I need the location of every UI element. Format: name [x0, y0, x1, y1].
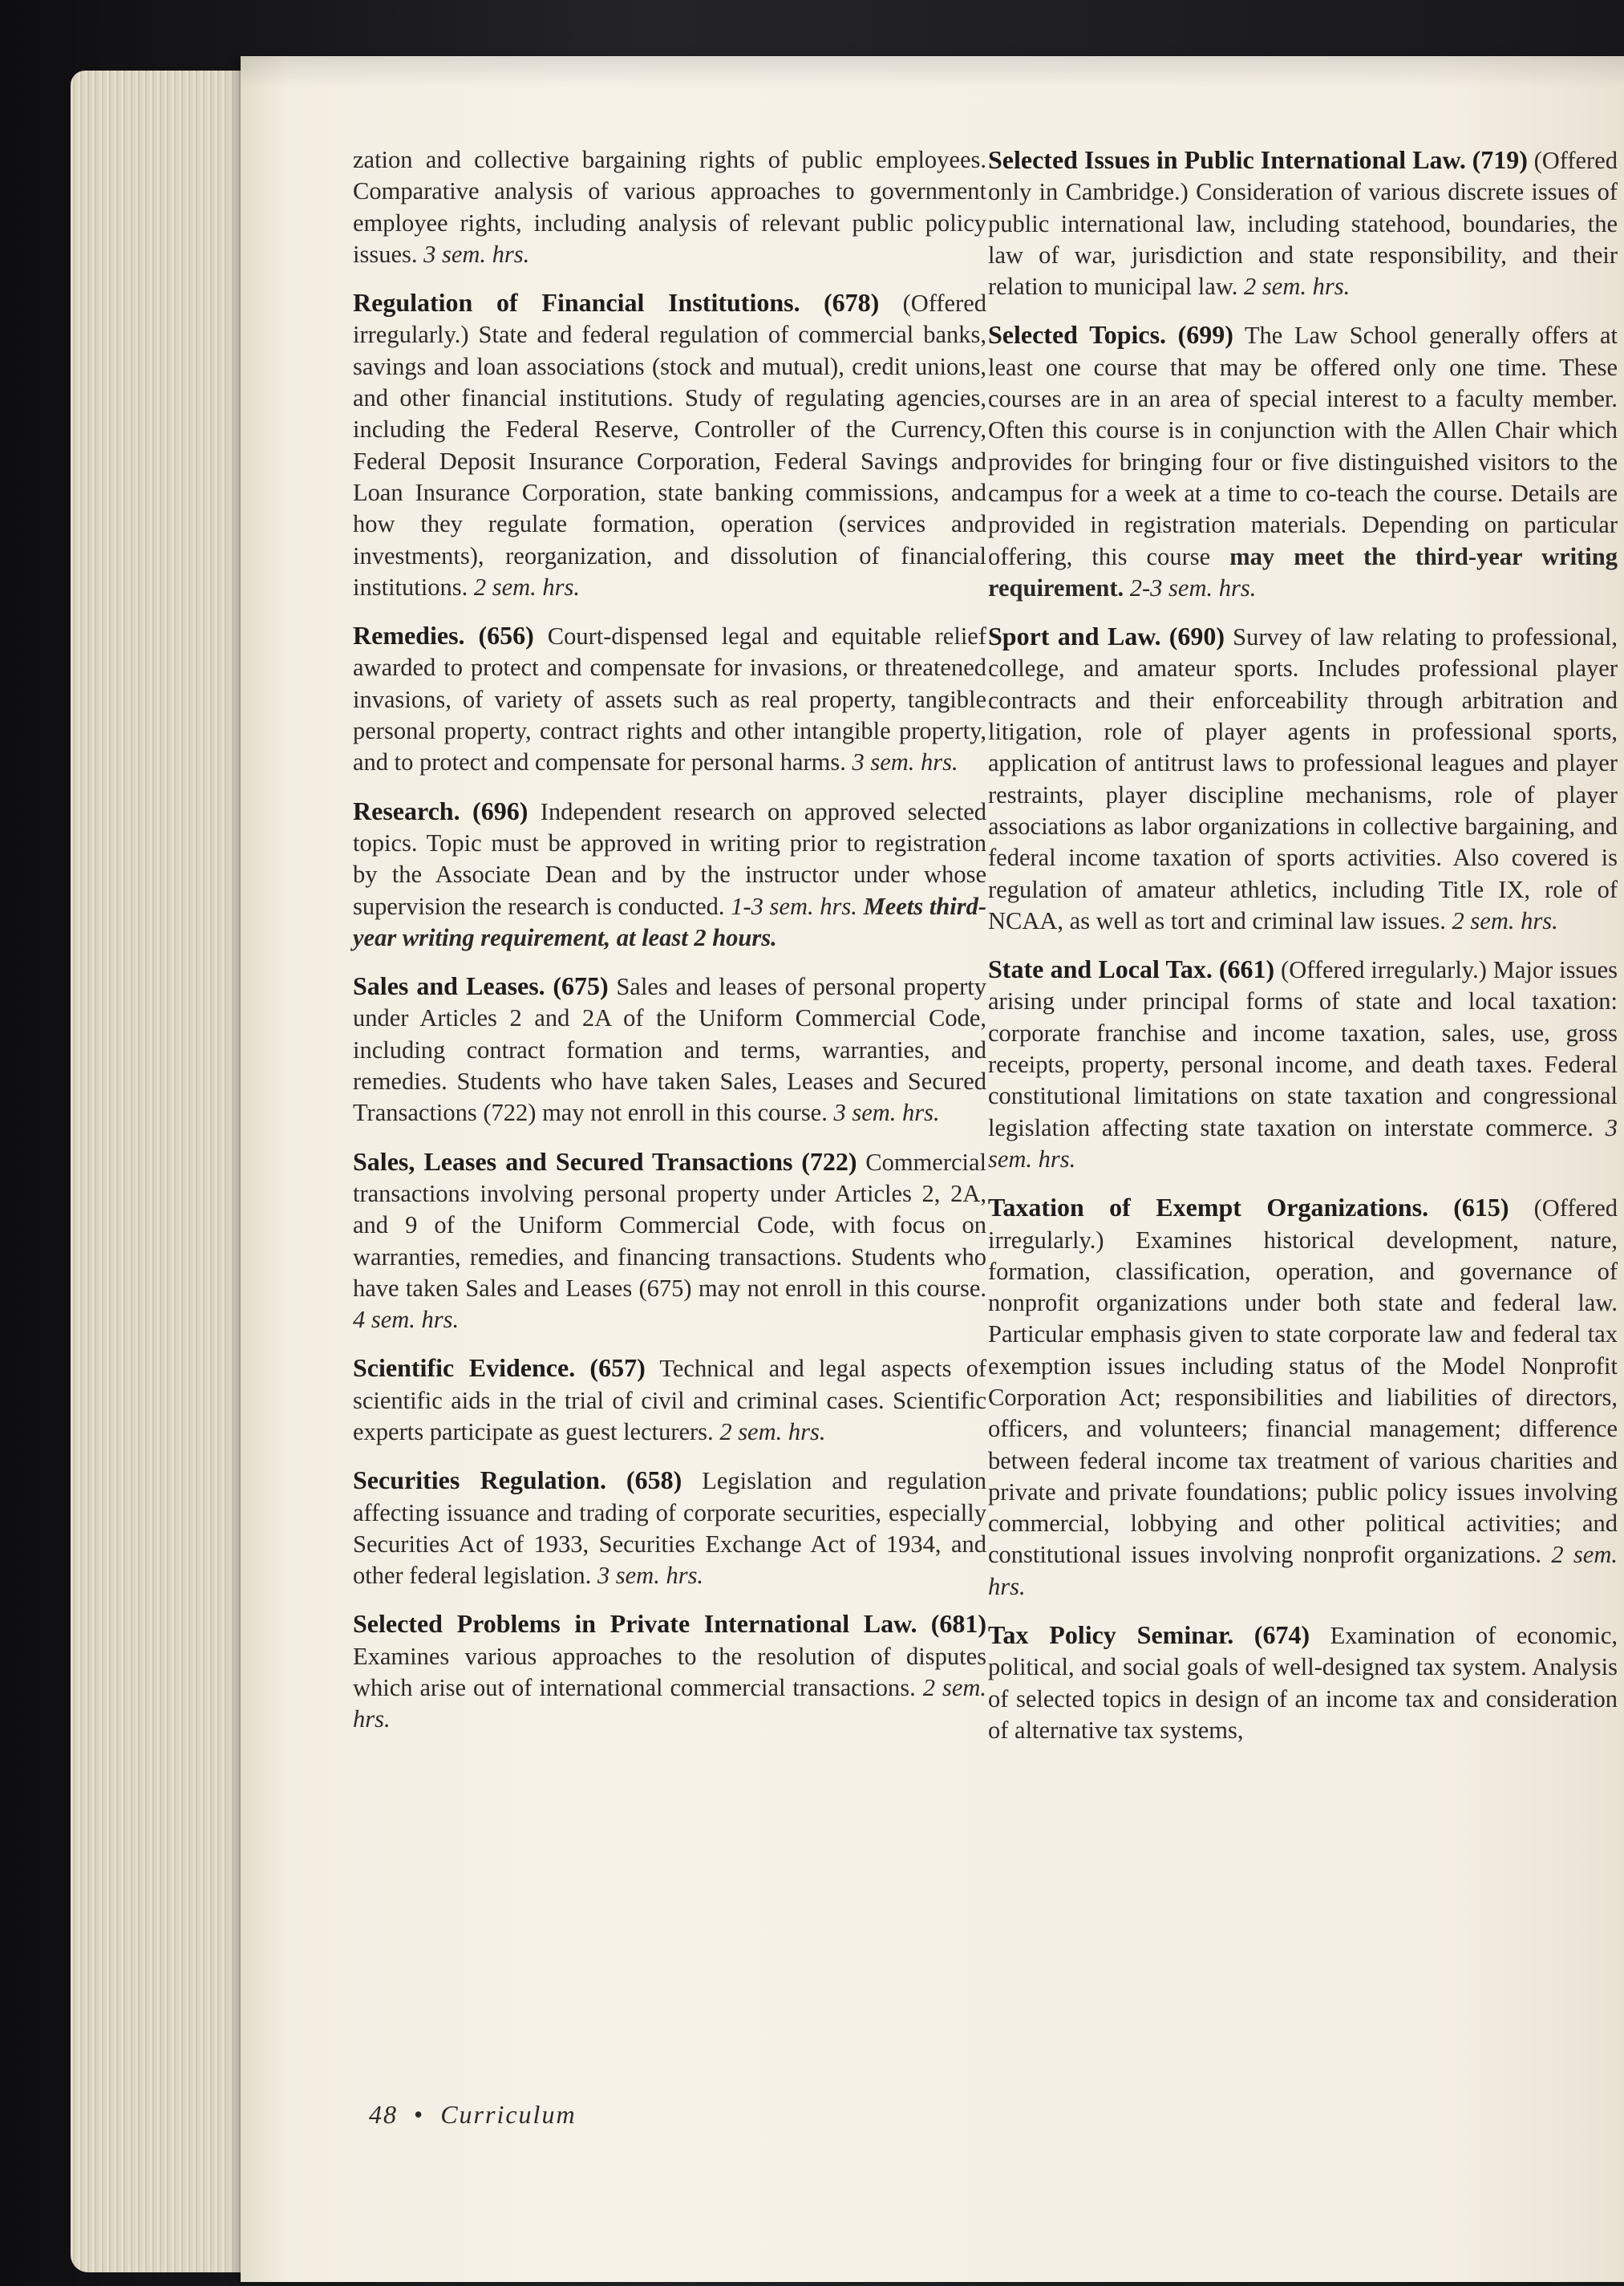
course-title: Tax Policy Seminar. — [988, 1620, 1234, 1650]
course-description: (Offered only in Cambridge.) Consideration of various discrete issues of public international law, including statehood, boundaries, the law of war, jurisdiction and state responsibility, and their relation to municipal law. — [988, 147, 1618, 301]
course-description: Sales and leases of personal property under Articles 2 and 2A of the Uniform Commercial Code, including contract formation and terms, warranties, and remedies. Students who have taken Sales, Leases and Secured Transactions (722) may not enroll in this course. — [353, 973, 986, 1127]
course-title: Selected Issues in Public International Law. — [988, 145, 1466, 174]
course-title: State and Local Tax. — [988, 955, 1213, 984]
course-number: (661) — [1218, 955, 1275, 984]
course-number: (675) — [553, 971, 609, 1001]
course-entry — [988, 319, 1618, 604]
course-hours: 2 sem. hrs. — [988, 1541, 1618, 1600]
course-title: Regulation of Financial Institutions. — [353, 288, 800, 318]
course-number: (690) — [1168, 622, 1225, 651]
writing-requirement: Meets third-year writing requirement, at least 2 hours. — [353, 892, 986, 951]
course-title: Sales and Leases. — [353, 971, 545, 1001]
course-title: Sport and Law. — [988, 622, 1161, 651]
course-title: Selected Problems in Private International Law. — [353, 1609, 917, 1639]
course-entry — [353, 144, 986, 270]
course-description: Examines various approaches to the resolution of disputes which arise out of international commercial transactions. — [353, 1642, 986, 1702]
course-entry — [353, 287, 986, 603]
course-description: Legislation and regulation affecting issuance and trading of corporate securities, especially Securities Act of 1933, Securities Exchange Act of 1934, and other federal legislation. — [353, 1467, 986, 1590]
course-number: (678) — [823, 288, 880, 318]
course-hours: 4 sem. hrs. — [353, 1306, 460, 1334]
page-number: 48 — [369, 2100, 398, 2129]
course-description: (Offered irregularly.) State and federal regulation of commercial banks, savings and loan associations (stock and mutual), credit unions, and other financial institutions. Study of regulating agencies, including the Federal Reserve, Controller of the Currency, Federal Deposit Insurance Corporation, Federal Savings and Loan Insurance Corporation, state banking commissions, and how they regulate formation, operation (services and investments), reorganization, and dissolution of financial institutions. — [353, 290, 987, 601]
writing-requirement: may meet the third-year writing requirement. — [988, 542, 1618, 602]
course-number: (696) — [472, 796, 529, 825]
left-column — [353, 144, 986, 1753]
course-description: Commercial transactions involving personal property under Articles 2, 2A, and 9 of the Uniform Commercial Code, with focus on warranties, remedies, and financing transactions. Students who have taken Sales and Leases (675) may not enroll in this course. — [353, 1148, 987, 1302]
course-number: (657) — [589, 1353, 646, 1383]
course-number: (615) — [1453, 1193, 1509, 1222]
course-number: (719) — [1472, 145, 1528, 174]
course-hours: 3 sem. hrs. — [852, 748, 958, 776]
course-description: Court-dispensed legal and equitable relief awarded to protect and compensate for invasions, or threatened invasions, of variety of assets such as real property, tangible personal property, contract rights and other intangible property, and to protect and compensate for personal harms. — [353, 622, 986, 776]
course-title: Remedies. — [353, 621, 465, 651]
course-entry — [353, 620, 986, 778]
course-entry — [988, 1192, 1618, 1603]
course-number: (674) — [1253, 1620, 1310, 1650]
course-hours: 3 sem. hrs. — [597, 1562, 704, 1590]
course-title: Selected Topics. — [988, 320, 1167, 350]
course-description: Independent research on approved selected topics. Topic must be approved in writing prior to registration by the Associate Dean and by the instructor under whose supervision the research is conducted. — [353, 797, 987, 920]
section-name: Curriculum — [440, 2100, 577, 2129]
course-title: Sales, Leases and Secured Transactions — [353, 1146, 793, 1176]
course-entry — [988, 954, 1618, 1175]
course-title: Taxation of Exempt Organizations. — [988, 1193, 1429, 1222]
course-title: Scientific Evidence. — [353, 1353, 576, 1383]
course-entry — [353, 796, 986, 954]
course-description: zation and collective bargaining rights of public employees. Comparative analysis of various approaches to government employee rights, including analysis of relevant public policy issues. — [353, 146, 986, 268]
page-shadow — [241, 56, 1624, 88]
course-entry — [353, 1608, 986, 1735]
course-description: The Law School generally offers at least one course that may be offered only one time. These courses are in an area of special interest to a faculty member. Often this course is in conjunction with the Allen Chair which provides for bringing four or five distinguished visitors to the campus for a week at a time to co-teach the course. Details are provided in registration materials. Depending on particular offering, this course — [988, 322, 1618, 570]
course-entry — [353, 1146, 986, 1336]
course-number: (699) — [1177, 320, 1233, 350]
course-entry — [353, 1352, 986, 1448]
course-hours: 2-3 sem. hrs. — [1129, 574, 1257, 602]
course-entry — [988, 621, 1618, 937]
course-number: (658) — [626, 1465, 682, 1495]
course-hours: 3 sem. hrs. — [988, 1113, 1618, 1173]
course-hours: 2 sem. hrs. — [1452, 906, 1558, 934]
course-hours: 3 sem. hrs. — [423, 240, 530, 268]
course-hours: 2 sem. hrs. — [719, 1417, 826, 1445]
course-hours: 2 sem. hrs. — [473, 573, 581, 601]
course-description: Examination of economic, political, and social goals of well-designed tax system. Analysis of selected topics in design of an income tax and consideration of alternative tax systems, — [988, 1622, 1618, 1744]
right-column — [988, 144, 1618, 1763]
course-entry — [988, 1619, 1618, 1746]
course-title: Securities Regulation. — [353, 1465, 606, 1495]
course-number: (681) — [930, 1609, 987, 1639]
course-hours: 2 sem. hrs. — [353, 1674, 987, 1733]
course-title: Research. — [353, 796, 460, 825]
course-hours: 1-3 sem. hrs. — [731, 892, 857, 920]
footer-bullet: • — [414, 2100, 425, 2129]
course-description: Survey of law relating to professional, college, and amateur sports. Includes professional player contracts and their enforceability through arbitration and litigation, role of player agents in professional sports, application of antitrust laws to professional leagues and player restraints, player discipline mechanisms, role of player associations as labor organizations in collective bargaining, and federal income taxation of sports activities. Also covered is regulation of amateur athletics, including Title IX, role of NCAA, as well as tort and criminal law issues. — [988, 623, 1618, 934]
course-hours: 3 sem. hrs. — [833, 1099, 940, 1127]
course-description: Technical and legal aspects of scientific aids in the trial of civil and criminal cases. Scientific experts participate as guest lecturers. — [353, 1355, 987, 1445]
course-entry — [353, 971, 986, 1129]
course-description: (Offered irregularly.) Major issues arising under principal forms of state and local taxation: corporate franchise and income taxation, sales, use, gross receipts, property, personal income, and death taxes. Federal constitutional limitations on state taxation and congressional legislation affecting state taxation on interstate commerce. — [988, 956, 1618, 1141]
page-footer — [369, 2100, 577, 2130]
course-entry — [988, 144, 1618, 302]
course-number: (722) — [801, 1146, 857, 1176]
course-hours: 2 sem. hrs. — [1244, 273, 1351, 301]
course-description: (Offered irregularly.) Examines historical development, nature, formation, classification, operation, and governance of nonprofit organizations under both state and federal law. Particular emphasis given to state corporate law and federal tax exemption issues including status of the Model Nonprofit Corporation Act; responsibilities and liabilities of directors, officers, and volunteers; financial management; difference between federal income tax treatment of various charities and private and private foundations; public policy issues involving commercial, lobbying and other political activities; and constitutional issues involving nonprofit organizations. — [988, 1194, 1618, 1569]
course-entry — [353, 1465, 986, 1591]
course-number: (656) — [478, 621, 534, 651]
